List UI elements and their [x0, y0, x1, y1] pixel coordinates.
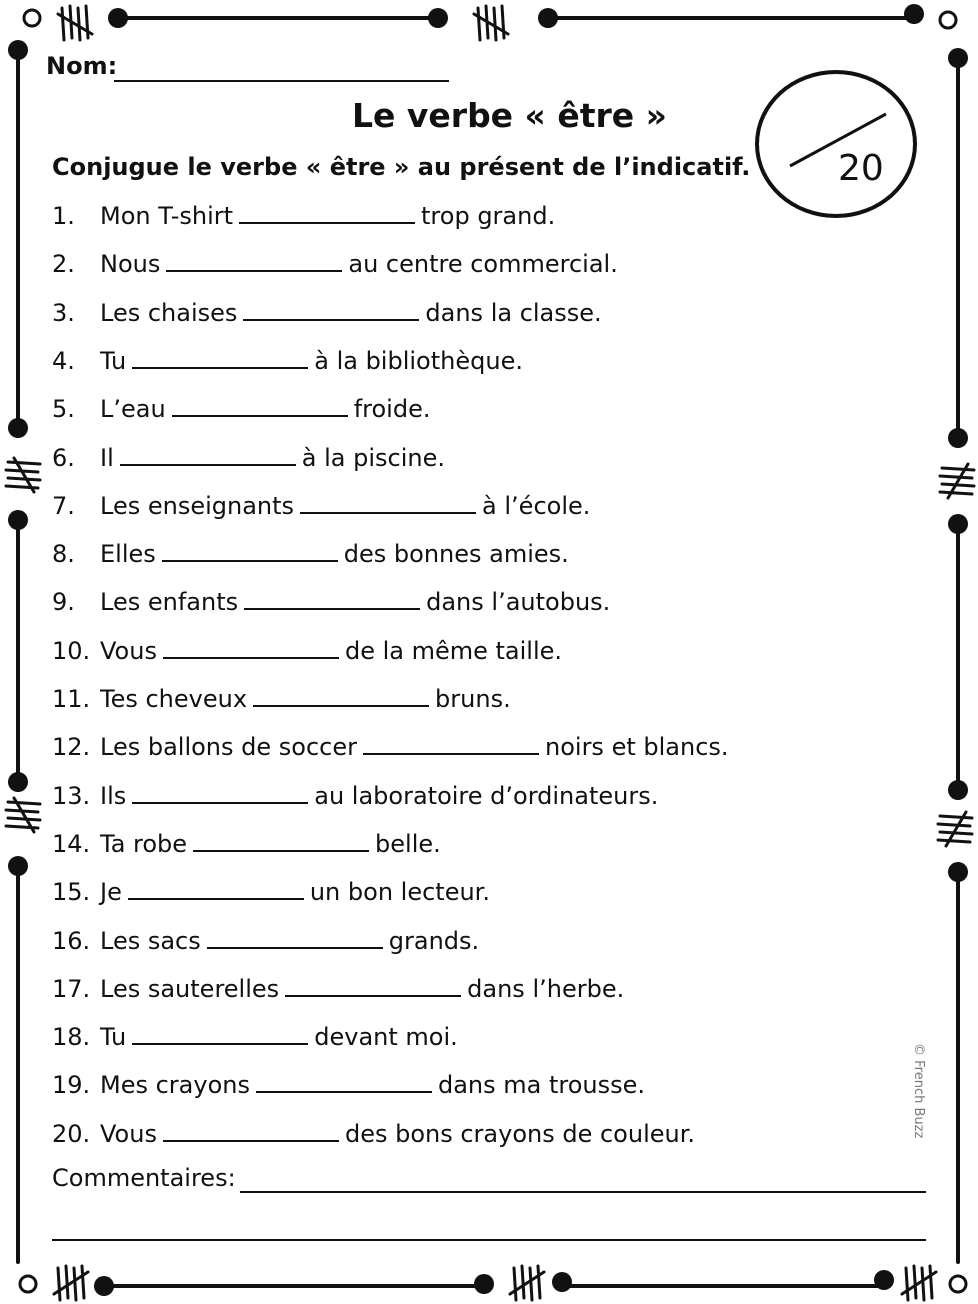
question-ending: dans ma trousse.: [437, 1071, 646, 1100]
question-row: [52, 1119, 696, 1160]
question-ending: au laboratoire d’ordinateurs.: [314, 781, 659, 810]
question-row: [52, 395, 431, 435]
score-total: 20: [838, 148, 884, 189]
question-subject: L’eau: [100, 395, 166, 424]
answer-blank[interactable]: [300, 511, 476, 514]
question-row: [52, 250, 618, 290]
question-row: [52, 298, 602, 339]
answer-blank[interactable]: [128, 897, 304, 900]
question-number: 16.: [52, 926, 91, 955]
question-number: 18.: [52, 1023, 91, 1052]
question-row: [52, 443, 445, 484]
question-subject: Les enseignants: [100, 491, 295, 520]
question-subject: Je: [100, 878, 122, 907]
answer-blank[interactable]: [253, 704, 429, 707]
answer-blank[interactable]: [166, 269, 342, 272]
question-number: 9.: [52, 588, 75, 617]
question-number: 15.: [52, 878, 91, 907]
question-number: 5.: [52, 395, 75, 424]
answer-blank[interactable]: [193, 849, 369, 852]
question-ending: devant moi.: [314, 1023, 458, 1052]
answer-blank[interactable]: [244, 607, 420, 610]
answer-blank[interactable]: [239, 221, 415, 224]
answer-blank[interactable]: [363, 752, 539, 755]
answer-blank[interactable]: [172, 414, 348, 417]
question-subject: Vous: [100, 636, 157, 665]
question-subject: Les enfants: [100, 588, 239, 617]
question-number: 19.: [52, 1071, 91, 1100]
question-row: [52, 202, 556, 242]
question-subject: Mon T-shirt: [100, 202, 234, 230]
name-label: Nom:: [46, 52, 118, 80]
question-number: 11.: [52, 685, 91, 713]
question-subject: Elles: [100, 540, 156, 569]
question-subject: Ta robe: [100, 829, 188, 858]
answer-blank[interactable]: [207, 946, 383, 949]
question-ending: des bonnes amies.: [343, 540, 569, 569]
answer-blank[interactable]: [163, 656, 339, 659]
answer-blank[interactable]: [132, 801, 308, 804]
question-subject: Les chaises: [100, 298, 238, 327]
question-subject: Il: [100, 443, 114, 472]
instruction-text: Conjugue le verbe « être » au présent de l’indicatif.: [52, 153, 751, 181]
question-subject: Vous: [100, 1119, 157, 1148]
question-ending: de la même taille.: [344, 636, 563, 665]
answer-blank[interactable]: [285, 994, 461, 997]
question-ending: noirs et blancs.: [545, 733, 729, 762]
question-ending: au centre commercial.: [348, 250, 618, 279]
question-row: [52, 878, 490, 918]
question-number: 3.: [52, 298, 75, 327]
answer-blank[interactable]: [162, 559, 338, 562]
question-ending: dans la classe.: [425, 298, 602, 327]
question-ending: trop grand.: [421, 202, 556, 230]
page-title: Le verbe « être »: [352, 96, 667, 135]
comments-line[interactable]: [240, 1191, 926, 1193]
question-number: 8.: [52, 540, 75, 569]
question-number: 17.: [52, 974, 91, 1003]
question-row: [52, 1071, 646, 1111]
question-row: [52, 540, 569, 580]
name-input-line[interactable]: [114, 80, 449, 82]
answer-blank[interactable]: [120, 463, 296, 466]
question-ending: un bon lecteur.: [309, 878, 490, 907]
question-number: 7.: [52, 491, 75, 520]
question-number: 6.: [52, 443, 75, 472]
answer-blank[interactable]: [163, 1139, 339, 1142]
question-number: 20.: [52, 1119, 91, 1148]
question-number: 14.: [52, 829, 91, 858]
question-number: 2.: [52, 250, 75, 279]
question-ending: froide.: [353, 395, 431, 424]
question-ending: des bons crayons de couleur.: [344, 1119, 696, 1148]
question-ending: à l’école.: [482, 491, 591, 520]
question-row: [52, 1023, 458, 1063]
question-subject: Tu: [100, 1023, 127, 1052]
question-row: [52, 588, 611, 628]
question-number: 12.: [52, 733, 91, 762]
question-row: [52, 974, 625, 1015]
question-row: [52, 491, 591, 532]
question-row: [52, 926, 480, 967]
question-number: 4.: [52, 346, 75, 375]
question-subject: Les sauterelles: [100, 974, 280, 1003]
comments-label: Commentaires:: [52, 1164, 236, 1192]
question-subject: Nous: [100, 250, 161, 279]
question-ending: grands.: [388, 926, 480, 955]
question-subject: Les ballons de soccer: [100, 733, 357, 762]
question-row: [52, 781, 659, 822]
answer-blank[interactable]: [132, 366, 308, 369]
question-subject: Ils: [100, 781, 127, 810]
question-ending: belle.: [375, 829, 441, 858]
question-ending: dans l’autobus.: [426, 588, 611, 617]
question-subject: Tu: [100, 346, 127, 375]
question-number: 13.: [52, 781, 91, 810]
question-row: [52, 733, 729, 773]
answer-blank[interactable]: [132, 1042, 308, 1045]
question-row: [52, 636, 563, 677]
question-subject: Mes crayons: [100, 1071, 250, 1100]
question-subject: Tes cheveux: [100, 685, 248, 713]
question-row: [52, 346, 523, 387]
answer-blank[interactable]: [256, 1090, 432, 1093]
answer-blank[interactable]: [243, 318, 419, 321]
comments-line[interactable]: [52, 1239, 926, 1241]
question-ending: à la piscine.: [301, 443, 445, 472]
question-ending: bruns.: [435, 685, 511, 713]
copyright-text: © French Buzz: [911, 1043, 926, 1139]
question-row: [52, 685, 511, 725]
question-subject: Les sacs: [100, 926, 201, 955]
question-row: [52, 829, 441, 870]
question-number: 1.: [52, 202, 75, 230]
question-ending: dans l’herbe.: [467, 974, 625, 1003]
question-ending: à la bibliothèque.: [314, 346, 523, 375]
question-number: 10.: [52, 636, 91, 665]
